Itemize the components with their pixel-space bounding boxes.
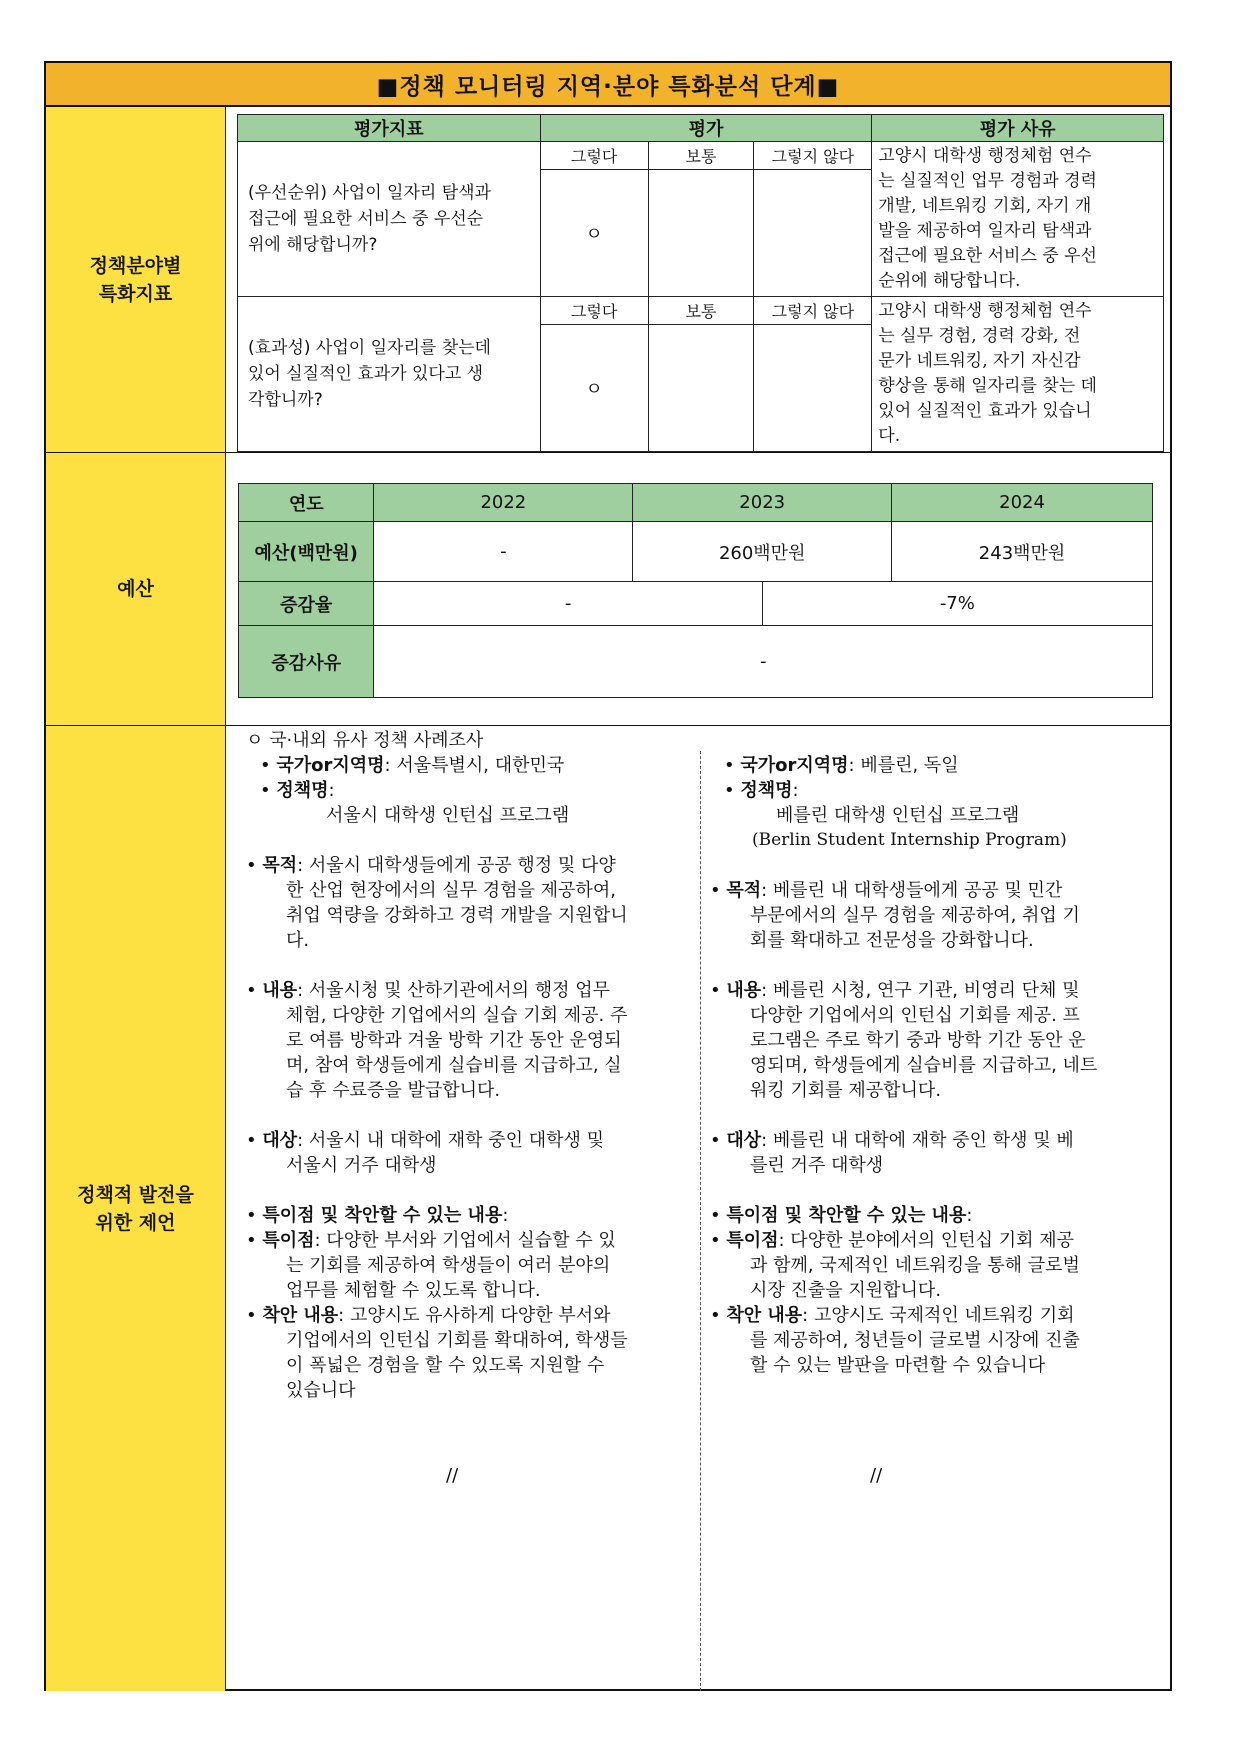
eval-question-2-line: (효과성) 사업이 일자리를 찾는데 [248, 338, 491, 358]
content-line: 체험, 다양한 기업에서의 실습 기회 제공. 주 [286, 1005, 628, 1026]
content-label: 내용 [262, 980, 298, 1001]
evaluation-table [237, 114, 1164, 452]
content-line: : 베를린 시청, 연구 기관, 비영리 단체 및 [761, 980, 1080, 1001]
end-mark: // [870, 1465, 883, 1486]
eval-question-1-line: (우선순위) 사업이 일자리 탐색과 [248, 183, 491, 203]
proposal-label-line2: 위한 제언 [95, 1211, 176, 1234]
country-label: 국가or지역명 [740, 755, 849, 776]
eval-reason-2 [872, 297, 1164, 452]
special-line: 시장 진출을 지원합니다. [750, 1280, 942, 1301]
target-label: 대상 [726, 1130, 762, 1151]
eval-reason-line: 접근에 필요한 서비스 중 우선 [878, 246, 1097, 266]
purpose-line: : 서울시 대학생들에게 공공 행정 및 다양 [297, 855, 616, 876]
special-heading-colon: : [502, 1205, 509, 1226]
mark-no-1 [754, 169, 872, 296]
content-line: 습 후 수료증을 발급합니다. [286, 1080, 501, 1101]
special-line: 는 기회를 제공하여 학생들이 여러 분야의 [286, 1255, 611, 1276]
eval-reason-line: 개발, 네트워킹 기회, 자기 개 [878, 196, 1092, 216]
year-label: 연도 [239, 484, 374, 522]
case-study-seoul: • 국가or지역명: 서울특별시, 대한민국 • 정책명: 서울시 대학생 인턴십 프로그램 • 목적: 서울시 대학생들에게 공공 행정 및 다양 한 산업 현장에서의 실무 경험을 제공하여, 취업 역량을 강화하고 경력 개발을 지원합니 다. • 내용: 서울시청 및 산하기관에서의 행정 업무 체험, 다양한 기업에서의 실습 기회 제공. 주 로 여름 방학과 겨울 방학 기간 동안 운영되 며, 참여 학생들에게 실습비를 지급하고, 실 습 후 수료증을 발급합니다. • 대상: 서울시 내 대학에 재학 중인 대학생 및 서울시 거주 대학생 • 특이점 및 착안할 수 있는 내용: • 특이점: 다양한 부서와 기업에서 실습할 수 있 는 기회를 제공하여 학생들이 여러 분야의 업무를 체험할 수 있도록 합니다. • 착안 내용: 고양시도 유사하게 다양한 부서와 기업에서의 인턴십 기회를 확대하여, 학생들 이 폭넓은 경험을 할 수 있도록 지원할 수 있습니다 // [246, 753, 676, 1488]
country-label: 국가or지역명 [276, 755, 385, 776]
content-line: 워킹 기회를 제공합니다. [750, 1080, 942, 1101]
option-no: 그렇지 않다 [754, 297, 872, 325]
eval-reason-line: 는 실무 경험, 경력 강화, 전 [878, 326, 1081, 346]
year-2023: 2023 [633, 484, 892, 522]
country-value: : 베를린, 독일 [848, 755, 959, 776]
idea-label: 착안 내용 [726, 1305, 803, 1326]
eval-reason-line: 고양시 대학생 행정체험 연수 [878, 301, 1092, 321]
year-2024: 2024 [892, 484, 1153, 522]
budget-section-label: 예산 [46, 453, 226, 725]
idea-line: : 고양시도 유사하게 다양한 부서와 [338, 1305, 611, 1326]
special-line: 과 함께, 국제적인 네트워킹을 통해 글로벌 [750, 1255, 1080, 1276]
policy-name: 서울시 대학생 인턴십 프로그램 [326, 805, 570, 826]
eval-question-2-line: 있어 실질적인 효과가 있다고 생 [248, 364, 484, 384]
proposal-intro: ㅇ 국·내외 유사 정책 사례조사 [246, 730, 484, 751]
content-line: 다양한 기업에서의 인턴십 기회를 제공. 프 [750, 1005, 1080, 1026]
budget-2022: - [374, 522, 633, 582]
option-no: 그렇지 않다 [754, 142, 872, 170]
mark-yes-1: ㅇ [540, 169, 648, 296]
purpose-line: 다. [286, 930, 310, 951]
purpose-label: 목적 [262, 855, 298, 876]
policy-monitoring-form [44, 61, 1172, 1691]
mark-neutral-1 [648, 169, 754, 296]
purpose-line: : 베를린 내 대학생들에게 공공 및 민간 [761, 880, 1063, 901]
eval-header-rating: 평가 [540, 115, 872, 142]
idea-line: 를 제공하여, 청년들이 글로벌 시장에 진출 [750, 1330, 1080, 1351]
eval-reason-line: 향상을 통해 일자리를 찾는 데 [878, 376, 1097, 396]
column-divider [700, 751, 701, 1691]
eval-reason-line: 발을 제공하여 일자리 탐색과 [878, 221, 1092, 241]
country-value: : 서울특별시, 대한민국 [384, 755, 565, 776]
policy-colon: : [792, 780, 799, 801]
mark-no-2 [754, 325, 872, 452]
idea-line: : 고양시도 국제적인 네트워킹 기회 [802, 1305, 1075, 1326]
eval-reason-line: 다. [878, 426, 901, 446]
policy-name-en: (Berlin Student Internship Program) [752, 830, 1067, 850]
content-line: 로 여름 방학과 겨울 방학 기간 동안 운영되 [286, 1030, 622, 1051]
purpose-line: 취업 역량을 강화하고 경력 개발을 지원합니 [286, 905, 628, 926]
eval-reason-line: 고양시 대학생 행정체험 연수 [878, 146, 1092, 166]
idea-line: 있습니다 [286, 1380, 356, 1401]
change-reason: - [374, 626, 1153, 698]
indicator-label-line2: 특화지표 [98, 282, 173, 305]
eval-question-1 [238, 142, 541, 297]
target-line: 를린 거주 대학생 [750, 1155, 884, 1176]
mark-yes-2: ㅇ [540, 325, 648, 452]
purpose-line: 회를 확대하고 전문성을 강화합니다. [750, 930, 1034, 951]
option-neutral: 보통 [648, 142, 754, 170]
option-neutral: 보통 [648, 297, 754, 325]
budget-amount-label: 예산(백만원) [239, 522, 374, 582]
budget-2023: 260백만원 [633, 522, 892, 582]
eval-reason-1 [872, 142, 1164, 297]
eval-reason-line: 는 실질적인 업무 경험과 경력 [878, 171, 1097, 191]
proposal-section-label [46, 726, 226, 1691]
target-line: 서울시 거주 대학생 [286, 1155, 437, 1176]
eval-reason-line: 순위에 해당합니다. [878, 271, 1021, 291]
eval-question-2 [238, 297, 541, 452]
option-yes: 그렇다 [540, 142, 648, 170]
form-title: ■정책 모니터링 지역·분야 특화분석 단계■ [46, 63, 1170, 107]
special-label: 특이점 [262, 1230, 315, 1251]
content-label: 내용 [726, 980, 762, 1001]
special-heading: 특이점 및 착안할 수 있는 내용 [726, 1205, 967, 1226]
budget-2024: 243백만원 [892, 522, 1153, 582]
eval-header-reason: 평가 사유 [872, 115, 1164, 142]
special-label: 특이점 [726, 1230, 779, 1251]
idea-line: 할 수 있는 발판을 마련할 수 있습니다 [750, 1355, 1046, 1376]
eval-question-2-line: 각합니까? [248, 390, 323, 410]
idea-label: 착안 내용 [262, 1305, 339, 1326]
policy-label: 정책명 [276, 780, 329, 801]
change-rate-label: 증감율 [239, 582, 374, 626]
idea-line: 이 폭넓은 경험을 할 수 있도록 지원할 수 [286, 1355, 605, 1376]
policy-name: 베를린 대학생 인턴십 프로그램 [776, 805, 1020, 826]
option-yes: 그렇다 [540, 297, 648, 325]
policy-label: 정책명 [740, 780, 793, 801]
change-reason-label: 증감사유 [239, 626, 374, 698]
idea-line: 기업에서의 인턴십 기회를 확대하여, 학생들 [286, 1330, 628, 1351]
target-line: : 베를린 내 대학에 재학 중인 학생 및 베 [761, 1130, 1074, 1151]
content-line: 며, 참여 학생들에게 실습비를 지급하고, 실 [286, 1055, 622, 1076]
content-line: : 서울시청 및 산하기관에서의 행정 업무 [297, 980, 611, 1001]
eval-question-1-line: 접근에 필요한 서비스 중 우선순 [248, 209, 484, 229]
eval-question-1-line: 위에 해당합니까? [248, 235, 378, 255]
target-line: : 서울시 내 대학에 재학 중인 대학생 및 [297, 1130, 605, 1151]
content-line: 로그램은 주로 학기 중과 방학 기간 동안 운 [750, 1030, 1086, 1051]
change-rate-2023: - [374, 582, 762, 626]
mark-neutral-2 [648, 325, 754, 452]
content-line: 영되며, 학생들에게 실습비를 지급하고, 네트 [750, 1055, 1098, 1076]
special-heading-colon: : [966, 1205, 973, 1226]
purpose-label: 목적 [726, 880, 762, 901]
eval-reason-line: 있어 실질적인 효과가 있습니 [878, 401, 1092, 421]
target-label: 대상 [262, 1130, 298, 1151]
budget-table [238, 483, 1153, 698]
purpose-line: 부문에서의 실무 경험을 제공하여, 취업 기 [750, 905, 1080, 926]
indicator-section-label [46, 107, 226, 452]
indicator-label-line1: 정책분야별 [89, 254, 182, 277]
special-line: : 다양한 분야에서의 인턴십 기회 제공 [778, 1230, 1075, 1251]
eval-reason-line: 문가 네트워킹, 자기 자신감 [878, 351, 1081, 371]
special-line: 업무를 체험할 수 있도록 합니다. [286, 1280, 541, 1301]
eval-header-indicator: 평가지표 [238, 115, 541, 142]
policy-colon: : [328, 780, 335, 801]
case-study-berlin: • 국가or지역명: 베를린, 독일 • 정책명: 베를린 대학생 인턴십 프로그램 (Berlin Student Internship Program) • 목적: 베를린 내 대학생들에게 공공 및 민간 부문에서의 실무 경험을 제공하여, 취업 기 회를 확대하고 전문성을 강화합니다. • 내용: 베를린 시청, 연구 기관, 비영리 단체 및 다양한 기업에서의 인턴십 기회를 제공. 프 로그램은 주로 학기 중과 방학 기간 동안 운 영되며, 학생들에게 실습비를 지급하고, 네트 워킹 기회를 제공합니다. • 대상: 베를린 내 대학에 재학 중인 학생 및 베 를린 거주 대학생 • 특이점 및 착안할 수 있는 내용: • 특이점: 다양한 분야에서의 인턴십 기회 제공 과 함께, 국제적인 네트워킹을 통해 글로벌 시장 진출을 지원합니다. • 착안 내용: 고양시도 국제적인 네트워킹 기회 를 제공하여, 청년들이 글로벌 시장에 진출 할 수 있는 발판을 마련할 수 있습니다 // [710, 753, 1150, 1488]
special-heading: 특이점 및 착안할 수 있는 내용 [262, 1205, 503, 1226]
special-line: : 다양한 부서와 기업에서 실습할 수 있 [314, 1230, 616, 1251]
purpose-line: 한 산업 현장에서의 실무 경험을 제공하여, [286, 880, 616, 901]
proposal-label-line1: 정책적 발전을 [77, 1183, 194, 1206]
end-mark: // [446, 1465, 459, 1486]
change-rate-2024: -7% [762, 582, 1152, 626]
year-2022: 2022 [374, 484, 633, 522]
